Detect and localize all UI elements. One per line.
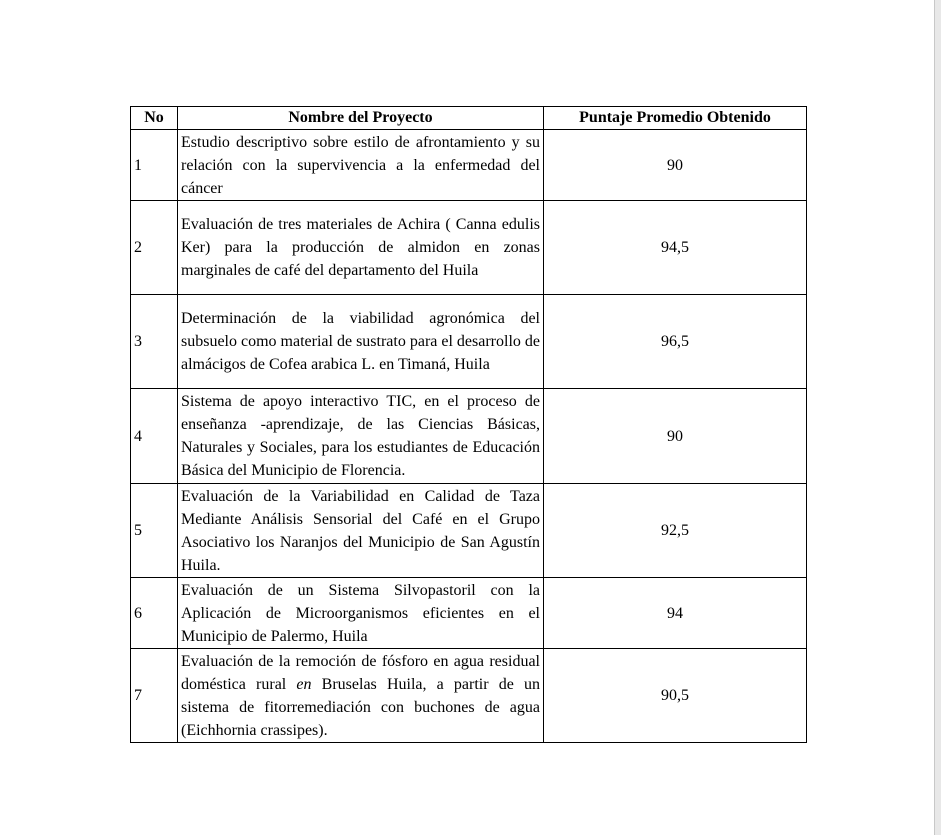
row-number: 2 [131, 201, 178, 295]
average-score: 90 [544, 389, 807, 484]
project-name: Evaluación de tres materiales de Achira ( Canna edulis Ker) para la producción de almidon en zonas marginales de café del departamento del Huila [178, 201, 544, 295]
project-name [178, 649, 544, 743]
average-score: 94,5 [544, 201, 807, 295]
table-row [131, 578, 807, 649]
average-score: 90 [544, 130, 807, 201]
project-name-part: Evaluación de la remoción de fósforo en agua residual doméstica rural [181, 652, 540, 693]
project-name: Determinación de la viabilidad agronómica del subsuelo como material de sustrato para el desarrollo de almácigos de Cofea arabica L. en Timaná, Huila [178, 295, 544, 389]
table-row [131, 484, 807, 578]
table-row [131, 295, 807, 389]
project-name: Evaluación de la Variabilidad en Calidad de Taza Mediante Análisis Sensorial del Café en el Grupo Asociativo los Naranjos del Municipio de San Agustín Huila. [178, 484, 544, 578]
table-row [131, 130, 807, 201]
row-number: 6 [131, 578, 178, 649]
row-number: 7 [131, 649, 178, 743]
average-score: 96,5 [544, 295, 807, 389]
row-number: 1 [131, 130, 178, 201]
project-name: Estudio descriptivo sobre estilo de afrontamiento y su relación con la supervivencia a la enfermedad del cáncer [178, 130, 544, 201]
project-name: Sistema de apoyo interactivo TIC, en el proceso de enseñanza -aprendizaje, de las Ciencias Básicas, Naturales y Sociales, para los estudiantes de Educación Básica del Municipio de Florencia. [178, 389, 544, 484]
header-row [131, 107, 807, 130]
header-no: No [131, 107, 178, 130]
table-row [131, 389, 807, 484]
table-row [131, 649, 807, 743]
page-gutter [935, 0, 941, 835]
project-name-part: Bruselas Huila, a partir de un sistema de fitorremediación con buchones de agua (Eichhornia crassipes). [181, 675, 540, 739]
average-score: 92,5 [544, 484, 807, 578]
header-average-score: Puntaje Promedio Obtenido [544, 107, 807, 130]
project-name: Evaluación de un Sistema Silvopastoril con la Aplicación de Microorganismos eficientes en el Municipio de Palermo, Huila [178, 578, 544, 649]
header-project-name: Nombre del Proyecto [178, 107, 544, 130]
row-number: 4 [131, 389, 178, 484]
projects-table [130, 106, 807, 743]
row-number: 5 [131, 484, 178, 578]
average-score: 94 [544, 578, 807, 649]
row-number: 3 [131, 295, 178, 389]
table-row [131, 201, 807, 295]
project-name-italic: en [296, 675, 312, 693]
average-score: 90,5 [544, 649, 807, 743]
